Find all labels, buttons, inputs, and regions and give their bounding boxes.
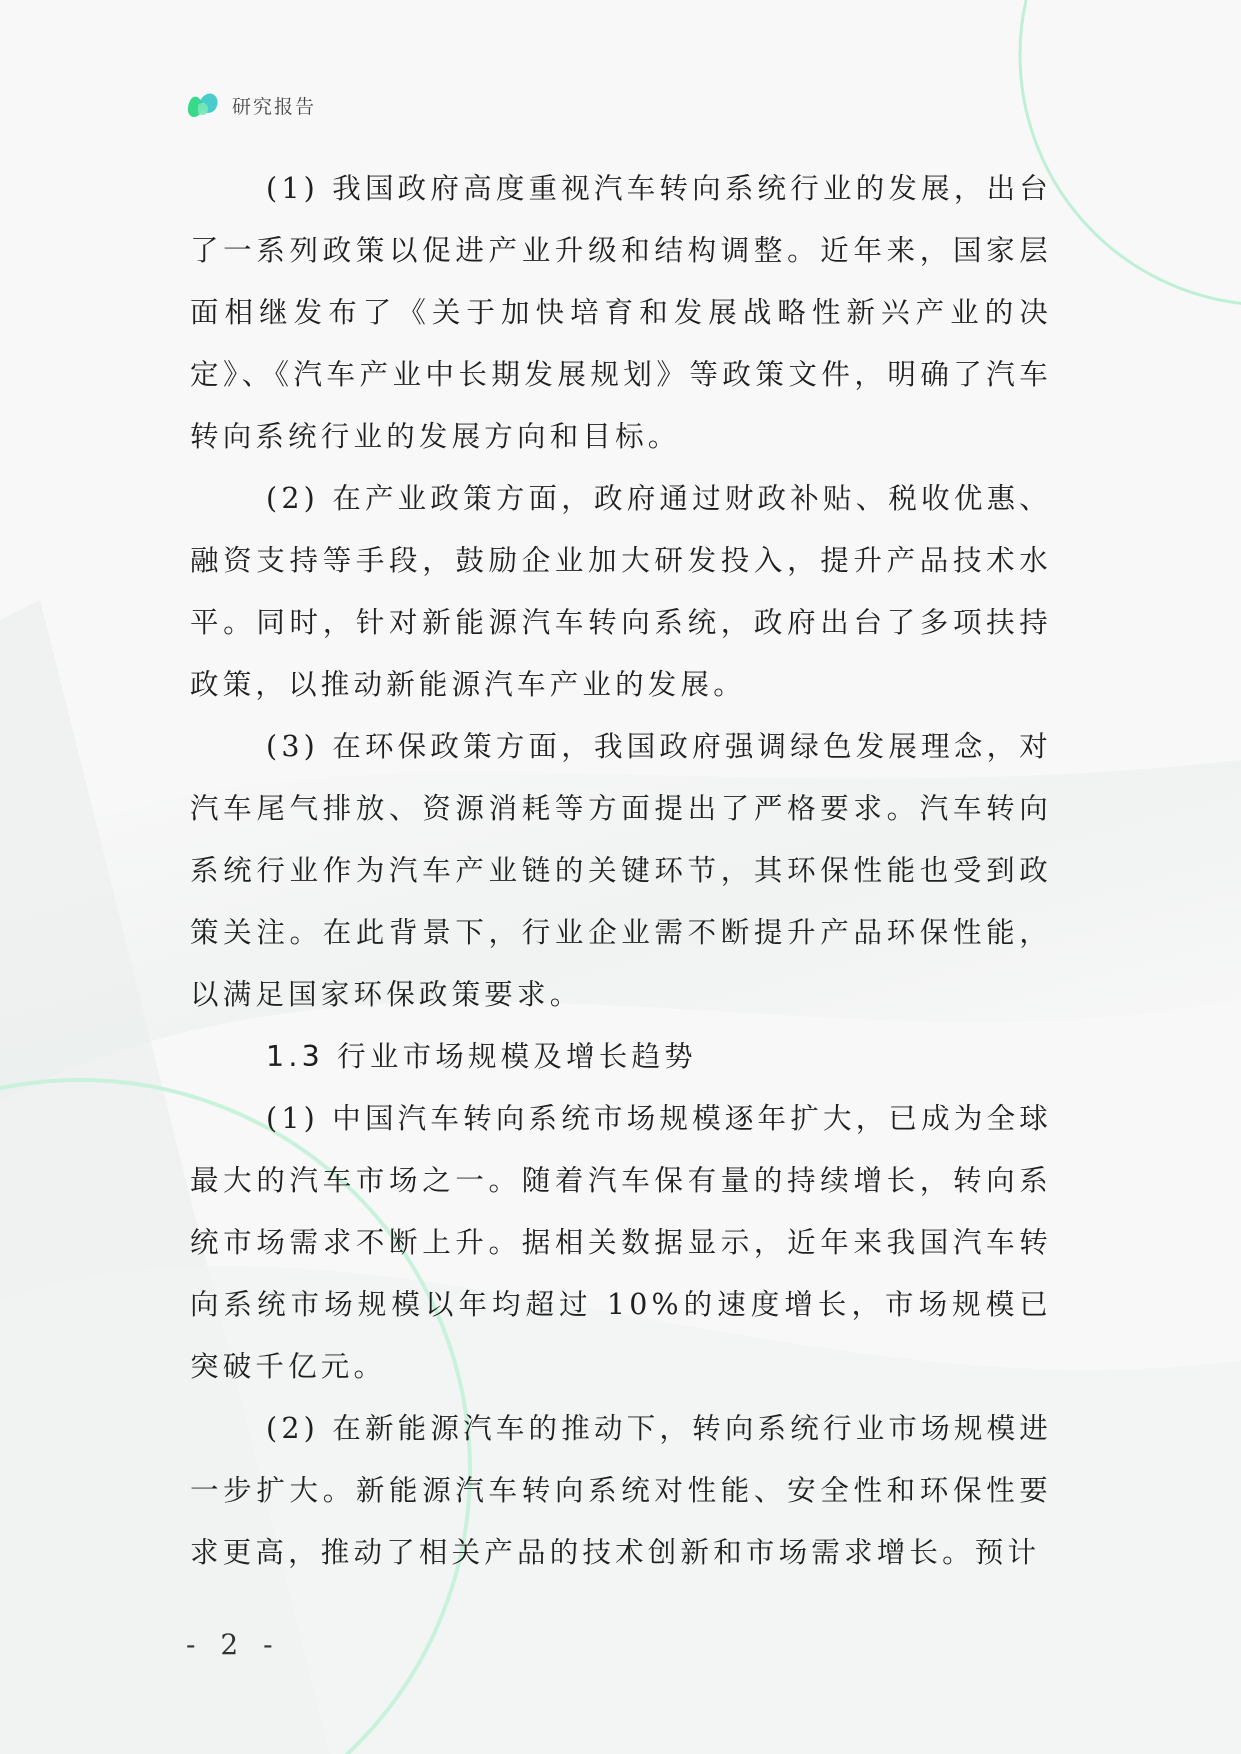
paragraph-market-1: (1) 中国汽车转向系统市场规模逐年扩大，已成为全球最大的汽车市场之一。随着汽车保有量的持续增长，转向系统市场需求不断上升。据相关数据显示，近年来我国汽车转向系统市场规模以年均超过 10%的速度增长，市场规模已突破千亿元。: [190, 1102, 1052, 1383]
header-title: 研究报告: [232, 95, 317, 118]
page-header: [186, 86, 316, 124]
paragraph-policy-3: (3) 在环保政策方面，我国政府强调绿色发展理念，对汽车尾气排放、资源消耗等方面提出了严格要求。汽车转向系统行业作为汽车产业链的关键环节，其环保性能也受到政策关注。在此背景下，行业企业需不断提升产品环保性能，以满足国家环保政策要求。: [190, 730, 1052, 1011]
paragraph-policy-2: (2) 在产业政策方面，政府通过财政补贴、税收优惠、融资支持等手段，鼓励企业加大研发投入，提升产品技术水平。同时，针对新能源汽车转向系统，政府出台了多项扶持政策，以推动新能源汽车产业的发展。: [190, 482, 1052, 701]
section-heading: 1.3 行业市场规模及增长趋势: [266, 1040, 697, 1073]
paragraph-market-2: (2) 在新能源汽车的推动下，转向系统行业市场规模进一步扩大。新能源汽车转向系统对性能、安全性和环保性要求更高，推动了相关产品的技术创新和市场需求增长。预计: [190, 1412, 1052, 1569]
brand-logo-icon: [186, 89, 222, 121]
document-body: [190, 158, 1052, 1584]
page-number: - 2 -: [186, 1628, 281, 1661]
bg-arc-top-right: [1020, 0, 1241, 305]
paragraph-policy-1: (1) 我国政府高度重视汽车转向系统行业的发展，出台了一系列政策以促进产业升级和结构调整。近年来，国家层面相继发布了《关于加快培育和发展战略性新兴产业的决定》、《汽车产业中长期发展规划》等政策文件，明确了汽车转向系统行业的发展方向和目标。: [190, 172, 1052, 453]
